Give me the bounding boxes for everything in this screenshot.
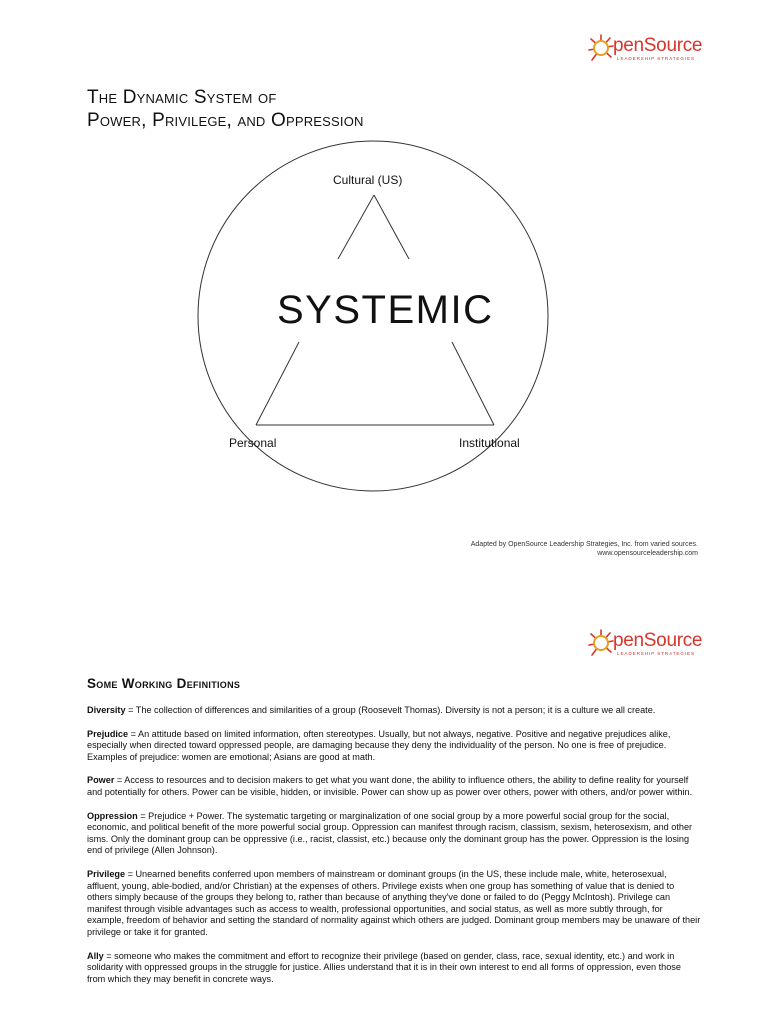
credit-line: Adapted by OpenSource Leadership Strategies, Inc. from varied sources. [470,541,698,548]
brand-name: penSource [613,629,703,651]
definition-ally: Ally = someone who makes the commitment and effort to recognize their privilege (based on gender, class, race, sexual identity, etc.) and work in solidarity with oppressed groups in the struggle for justice. Allies understand that it is in their own interest to end all forms of oppression, even those from which they may benefit in concrete ways. [87,950,681,984]
definitions-list [87,705,701,997]
source-credit [471,540,698,558]
sunburst-icon [587,33,615,63]
definition-diversity: Diversity = The collection of differences and similarities of a group (Roosevelt Thomas). Diversity is not a person; it is a culture we all create. [87,705,656,715]
triangle-side-left-lower [256,342,299,425]
label-personal: Personal [229,436,277,450]
sunburst-icon [587,628,615,658]
page-title [87,86,364,132]
brand-tagline: LEADERSHIP STRATEGIES [617,55,695,61]
definition-privilege: Privilege = Unearned benefits conferred upon members of mainstream or dominant groups (in the US, these include male, white, heterosexual, affluent, young, able-bodied, and/or Christian) at the expenses of others. Privilege exists when one group has something of value that is denied to others simply because of the groups they belong to, rather than because of anything they've done or failed to do (Peggy McIntosh). Privilege can manifest through visible advantages such as access to wealth, professional opportunities, and social status, as well as more subtly through, for example, freedom of behavior and setting the standard of normality against which others are judged. Dominant group members may be unaware of their privilege or take it for granted. [87,868,701,937]
website-link[interactable]: www.opensourceleadership.com [597,550,698,557]
label-institutional: Institutional [459,436,520,450]
brand-tagline: LEADERSHIP STRATEGIES [617,650,695,656]
company-logo-bottom [587,628,702,658]
page-title-line-1: The Dynamic System of [87,87,277,108]
brand-name: penSource [613,34,703,56]
definition-power: Power = Access to resources and to decision makers to get what you want done, the ability to influence others, the ability to define reality for yourself and potentially for others. Power can be visible, hidden, or invisible. Power can show up as power over others, power with others, and/or power within. [87,775,693,797]
label-cultural: Cultural (US) [333,173,403,187]
section-heading: Some Working Definitions [87,676,241,691]
triangle-side-right-lower [452,342,494,425]
systemic-label: SYSTEMIC [277,288,494,332]
triangle-side-left-upper [338,195,374,259]
page-title-line-2: Power, Privilege, and Oppression [87,110,364,131]
definition-prejudice: Prejudice = An attitude based on limited information, often stereotypes. Usually, but not always, negative. Positive and negative prejudices alike, especially when directed toward oppressed people, are damaging because they deny the individuality of the person. No one is free of prejudice. Examples of prejudice: women are emotional; Asians are good at math. [87,728,671,762]
company-logo-top [587,33,702,63]
triangle-side-right-upper [374,195,409,259]
definition-oppression: Oppression = Prejudice + Power. The systematic targeting or marginalization of one social group by a more powerful social group for the social, economic, and political benefit of the more powerful social group. Oppression can manifest through racism, classism, sexism, heterosexism, and other isms. Only the dominant group can be oppressive (i.e., racist, classist, etc.) because only the dominant group has the power. Oppression is the losing end of privilege (Allen Johnson). [87,810,693,856]
